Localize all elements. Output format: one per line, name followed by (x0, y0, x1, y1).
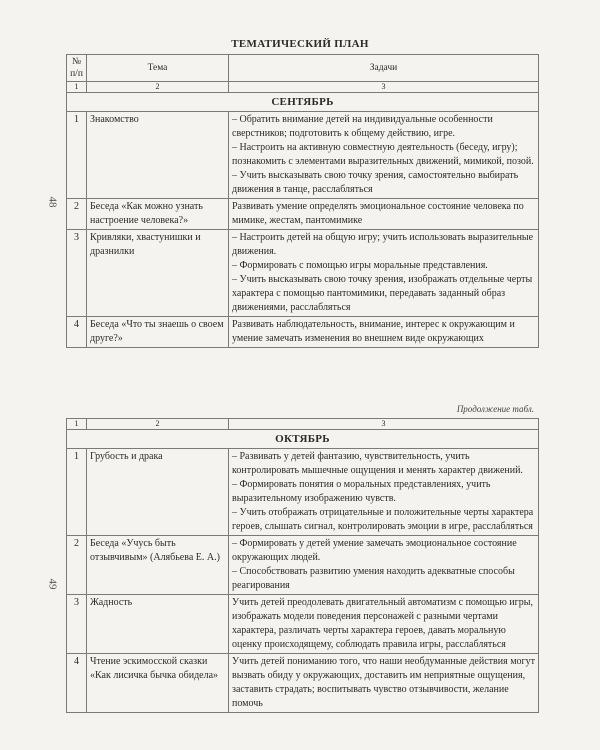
row-number: 4 (67, 317, 87, 348)
row-number: 4 (67, 654, 87, 713)
col-number: 2 (87, 419, 229, 430)
task-item: – Развивать у детей фантазию, чувствительность, учить контролировать мышечные ощущения и менять характер движений. (232, 451, 523, 476)
table-row (67, 595, 539, 654)
table-row (67, 449, 539, 536)
table-row (67, 317, 539, 348)
table-row (67, 654, 539, 713)
row-tasks (229, 112, 539, 199)
row-tasks (229, 317, 539, 348)
table-row (67, 112, 539, 199)
task-item: – Настроить детей на общую игру; учить использовать выразительные движения. (232, 232, 534, 257)
row-topic: Чтение эскимосской сказки «Как лисичка бычка обидела» (87, 654, 229, 713)
task-item: Учить детей преодолевать двигательный автоматизм с помощью игры, изображать модели поведения персонажей с разными чертами характера, различать черты характера героев, давать моральную оценку происходящему, соблюдать правила игры, расслабляться (232, 597, 533, 650)
row-topic: Беседа «Как можно узнать настроение человека?» (87, 199, 229, 230)
row-number: 3 (67, 595, 87, 654)
task-item: – Учить высказывать свою точку зрения, самостоятельно выбирать движения в танце, расслабляться (232, 170, 519, 195)
continuation-label: Продолжение табл. (456, 404, 534, 414)
thematic-plan-table-october (66, 418, 539, 713)
task-item: – Учить отображать отрицательные и положительные черты характера героев, слышать сигнал, контролировать эмоции в игре, расслабляться (232, 507, 534, 532)
page-number-top: 48 (46, 196, 59, 208)
row-topic: Беседа «Учусь быть отзывчивым» (Алябьева Е. А.) (87, 536, 229, 595)
row-tasks (229, 449, 539, 536)
header-tasks: Задачи (229, 55, 539, 82)
month-heading: ОКТЯБРЬ (67, 430, 539, 449)
task-item: – Формировать понятия о моральных представлениях, учить выразительному изображению чувств. (232, 479, 491, 504)
col-number: 3 (229, 82, 539, 93)
task-item: – Учить высказывать свою точку зрения, изображать отдельные черты характера с помощью пантомимики, передавать заданный образ движениями, расслабляться (232, 274, 533, 313)
header-num: № п/п (67, 55, 87, 82)
task-item: – Формировать у детей умение замечать эмоциональное состояние окружающих людей. (232, 538, 517, 563)
row-number: 3 (67, 230, 87, 317)
row-tasks (229, 536, 539, 595)
page-title: ТЕМАТИЧЕСКИЙ ПЛАН (231, 38, 369, 50)
task-item: Развивать наблюдательность, внимание, интерес к окружающим и умение замечать изменения во внешнем виде окружающих (232, 319, 515, 344)
row-topic: Знакомство (87, 112, 229, 199)
row-topic: Жадность (87, 595, 229, 654)
table-row (67, 536, 539, 595)
row-tasks (229, 199, 539, 230)
row-number: 1 (67, 112, 87, 199)
task-item: – Формировать с помощью игры моральные представления. (232, 260, 488, 271)
task-item: – Способствовать развитию умения находить адекватные способы реагирования (232, 566, 515, 591)
task-item: Учить детей пониманию того, что наши необдуманные действия могут вызвать обиду у окружающих, доставить им неприятные ощущения, заставить страдать; воспитывать чувство отзывчивости, желание помочь (232, 656, 536, 709)
task-item: Развивать умение определять эмоциональное состояние человека по мимике, жестам, пантомимике (232, 201, 524, 226)
month-heading: СЕНТЯБРЬ (67, 93, 539, 112)
col-number: 1 (67, 419, 87, 430)
task-item: – Настроить на активную совместную деятельность (беседу, игру); познакомить с элементами выразительных движений, мимикой, позой. (232, 142, 534, 167)
col-number: 3 (229, 419, 539, 430)
table-row (67, 230, 539, 317)
row-topic: Беседа «Что ты знаешь о своем друге?» (87, 317, 229, 348)
row-number: 2 (67, 199, 87, 230)
col-number: 2 (87, 82, 229, 93)
thematic-plan-table-september (66, 54, 539, 348)
row-topic: Кривляки, хвастунишки и дразнилки (87, 230, 229, 317)
table-row (67, 199, 539, 230)
row-tasks (229, 654, 539, 713)
row-topic: Грубость и драка (87, 449, 229, 536)
row-number: 1 (67, 449, 87, 536)
row-tasks (229, 595, 539, 654)
row-number: 2 (67, 536, 87, 595)
col-number: 1 (67, 82, 87, 93)
page-number-bottom: 49 (46, 578, 59, 590)
row-tasks (229, 230, 539, 317)
header-topic: Тема (87, 55, 229, 82)
task-item: – Обратить внимание детей на индивидуальные особенности сверстников; подготовить к общему действию, игре. (232, 114, 493, 139)
